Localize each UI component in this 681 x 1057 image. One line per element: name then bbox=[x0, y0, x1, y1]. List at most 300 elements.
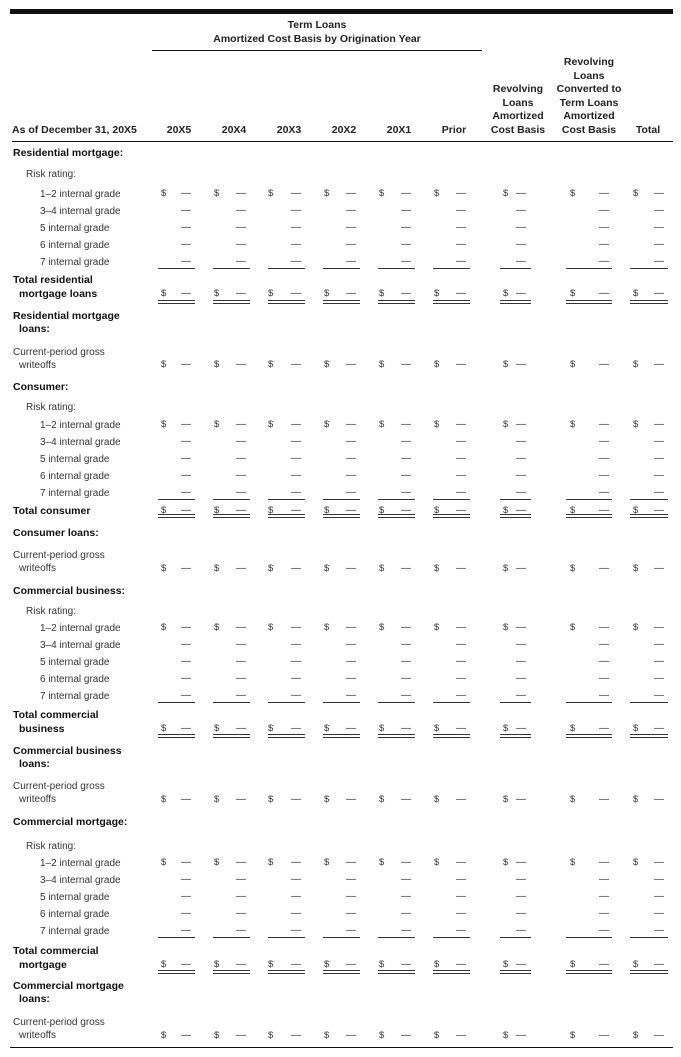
grade-row-value: — bbox=[346, 205, 356, 216]
total-row-value: — bbox=[599, 723, 609, 734]
dollar-sign: $ bbox=[633, 857, 639, 868]
grade-row-value: — bbox=[401, 673, 411, 684]
total-double-rule bbox=[500, 970, 531, 974]
risk-rating-label: Risk rating: bbox=[26, 402, 77, 413]
grade-row-value: — bbox=[236, 436, 246, 447]
dollar-sign: $ bbox=[268, 188, 274, 199]
grade-row-value: — bbox=[236, 188, 246, 199]
grade-row-value: — bbox=[456, 857, 466, 868]
dollar-sign: $ bbox=[434, 794, 440, 805]
column-header-prior: Prior bbox=[441, 124, 467, 136]
subtotal-rule bbox=[566, 702, 612, 703]
grade-row-value: — bbox=[291, 256, 301, 267]
dollar-sign: $ bbox=[161, 959, 167, 970]
writeoffs-label: Current-period gross bbox=[13, 1017, 105, 1028]
grade-row-value: — bbox=[291, 891, 301, 902]
dollar-sign: $ bbox=[633, 959, 639, 970]
dollar-sign: $ bbox=[633, 1030, 639, 1041]
grade-row-value: — bbox=[236, 205, 246, 216]
total-row-value: — bbox=[599, 959, 609, 970]
grade-row-value: — bbox=[181, 857, 191, 868]
dollar-sign: $ bbox=[324, 288, 330, 299]
writeoffs-row-value: — bbox=[599, 794, 609, 805]
writeoffs-label: writeoffs bbox=[19, 360, 57, 371]
subtotal-rule bbox=[566, 937, 612, 938]
dollar-sign: $ bbox=[214, 959, 220, 970]
grade-row-value: — bbox=[516, 453, 526, 464]
grade-row-value: — bbox=[181, 256, 191, 267]
total-double-rule bbox=[213, 300, 250, 304]
grade-row-value: — bbox=[401, 453, 411, 464]
grade-label: 1–2 internal grade bbox=[40, 623, 121, 634]
grade-row-value: — bbox=[599, 925, 609, 936]
grade-label: 1–2 internal grade bbox=[40, 858, 121, 869]
dollar-sign: $ bbox=[214, 288, 220, 299]
dollar-sign: $ bbox=[324, 622, 330, 633]
grade-row-value: — bbox=[346, 453, 356, 464]
writeoffs-row-value: — bbox=[654, 359, 664, 370]
grade-label: 3–4 internal grade bbox=[40, 437, 121, 448]
subtotal-rule bbox=[500, 937, 531, 938]
dollar-sign: $ bbox=[214, 794, 220, 805]
total-label: Total residential bbox=[13, 274, 93, 286]
dollar-sign: $ bbox=[379, 959, 385, 970]
grade-row-value: — bbox=[456, 239, 466, 250]
grade-row-value: — bbox=[291, 188, 301, 199]
grade-row-value: — bbox=[456, 622, 466, 633]
total-row-value: — bbox=[654, 505, 664, 516]
dollar-sign: $ bbox=[161, 723, 167, 734]
grade-row-value: — bbox=[181, 205, 191, 216]
column-header-20x4: 20X4 bbox=[221, 124, 247, 136]
dollar-sign: $ bbox=[268, 794, 274, 805]
grade-row-value: — bbox=[181, 453, 191, 464]
dollar-sign: $ bbox=[434, 723, 440, 734]
total-double-rule bbox=[500, 734, 531, 738]
risk-rating-label: Risk rating: bbox=[26, 841, 77, 852]
grade-row-value: — bbox=[456, 205, 466, 216]
grade-row-value: — bbox=[346, 908, 356, 919]
grade-row-value: — bbox=[599, 874, 609, 885]
dollar-sign: $ bbox=[161, 622, 167, 633]
total-label: mortgage bbox=[19, 959, 67, 971]
total-double-rule bbox=[268, 514, 305, 518]
grade-row-value: — bbox=[599, 690, 609, 701]
loans-title: Residential mortgage bbox=[13, 310, 120, 322]
grade-row-value: — bbox=[181, 470, 191, 481]
grade-row-value: — bbox=[599, 419, 609, 430]
grade-row-value: — bbox=[456, 453, 466, 464]
column-header-20x5: 20X5 bbox=[166, 124, 192, 136]
grade-row-value: — bbox=[181, 656, 191, 667]
grade-row-value: — bbox=[291, 656, 301, 667]
dollar-sign: $ bbox=[324, 723, 330, 734]
dollar-sign: $ bbox=[268, 419, 274, 430]
dollar-sign: $ bbox=[268, 1030, 274, 1041]
grade-row-value: — bbox=[346, 222, 356, 233]
dollar-sign: $ bbox=[570, 188, 576, 199]
grade-row-value: — bbox=[654, 453, 664, 464]
total-double-rule bbox=[630, 514, 668, 518]
total-row-value: — bbox=[236, 288, 246, 299]
dollar-sign: $ bbox=[379, 419, 385, 430]
dollar-sign: $ bbox=[633, 794, 639, 805]
grade-row-value: — bbox=[401, 925, 411, 936]
grade-row-value: — bbox=[236, 639, 246, 650]
writeoffs-row-value: — bbox=[401, 1030, 411, 1041]
total-row-value: — bbox=[654, 959, 664, 970]
grade-row-value: — bbox=[599, 622, 609, 633]
dollar-sign: $ bbox=[434, 959, 440, 970]
dollar-sign: $ bbox=[161, 188, 167, 199]
dollar-sign: $ bbox=[379, 723, 385, 734]
dollar-sign: $ bbox=[503, 288, 509, 299]
dollar-sign: $ bbox=[379, 359, 385, 370]
dollar-sign: $ bbox=[503, 959, 509, 970]
grade-row-value: — bbox=[599, 239, 609, 250]
grade-row-value: — bbox=[291, 453, 301, 464]
dollar-sign: $ bbox=[268, 959, 274, 970]
writeoffs-row-value: — bbox=[516, 794, 526, 805]
subtotal-rule bbox=[213, 268, 250, 269]
writeoffs-row-value: — bbox=[654, 1030, 664, 1041]
top-rule bbox=[10, 9, 673, 14]
grade-row-value: — bbox=[654, 690, 664, 701]
grade-row-value: — bbox=[181, 188, 191, 199]
grade-row-value: — bbox=[236, 891, 246, 902]
grade-label: 6 internal grade bbox=[40, 471, 110, 482]
writeoffs-row-value: — bbox=[346, 359, 356, 370]
loans-title: Consumer loans: bbox=[13, 527, 99, 539]
dollar-sign: $ bbox=[434, 1030, 440, 1041]
total-double-rule bbox=[378, 514, 415, 518]
grade-row-value: — bbox=[599, 908, 609, 919]
loans-title: loans: bbox=[19, 758, 50, 770]
dollar-sign: $ bbox=[633, 419, 639, 430]
grade-row-value: — bbox=[181, 639, 191, 650]
writeoffs-row-value: — bbox=[181, 794, 191, 805]
writeoffs-row-value: — bbox=[401, 563, 411, 574]
grade-row-value: — bbox=[346, 622, 356, 633]
term-loans-title: Term Loans bbox=[287, 19, 347, 31]
grade-row-value: — bbox=[599, 470, 609, 481]
writeoffs-row-value: — bbox=[516, 563, 526, 574]
subtotal-rule bbox=[566, 499, 612, 500]
grade-row-value: — bbox=[516, 419, 526, 430]
dollar-sign: $ bbox=[570, 419, 576, 430]
dollar-sign: $ bbox=[379, 505, 385, 516]
grade-label: 7 internal grade bbox=[40, 691, 110, 702]
dollar-sign: $ bbox=[434, 857, 440, 868]
dollar-sign: $ bbox=[379, 794, 385, 805]
dollar-sign: $ bbox=[324, 1030, 330, 1041]
grade-row-value: — bbox=[456, 925, 466, 936]
column-header-converted: Revolving bbox=[563, 56, 615, 68]
total-double-rule bbox=[158, 514, 195, 518]
grade-row-value: — bbox=[456, 874, 466, 885]
subtotal-rule bbox=[268, 937, 305, 938]
grade-row-value: — bbox=[654, 673, 664, 684]
grade-row-value: — bbox=[346, 436, 356, 447]
section-title: Commercial mortgage: bbox=[13, 816, 128, 828]
dollar-sign: $ bbox=[570, 794, 576, 805]
grade-label: 5 internal grade bbox=[40, 223, 110, 234]
total-double-rule bbox=[213, 514, 250, 518]
dollar-sign: $ bbox=[161, 857, 167, 868]
writeoffs-label: Current-period gross bbox=[13, 347, 105, 358]
grade-row-value: — bbox=[236, 857, 246, 868]
loans-title: Commercial mortgage bbox=[13, 980, 124, 992]
total-double-rule bbox=[630, 734, 668, 738]
grade-row-value: — bbox=[516, 656, 526, 667]
grade-row-value: — bbox=[456, 487, 466, 498]
loans-title: loans: bbox=[19, 323, 50, 335]
subtotal-rule bbox=[378, 499, 415, 500]
writeoffs-row-value: — bbox=[291, 563, 301, 574]
grade-row-value: — bbox=[181, 622, 191, 633]
grade-row-value: — bbox=[516, 874, 526, 885]
dollar-sign: $ bbox=[214, 857, 220, 868]
grade-row-value: — bbox=[516, 639, 526, 650]
subtotal-rule bbox=[433, 268, 470, 269]
subtotal-rule bbox=[500, 702, 531, 703]
dollar-sign: $ bbox=[161, 288, 167, 299]
risk-rating-label: Risk rating: bbox=[26, 169, 77, 180]
subtotal-rule bbox=[158, 702, 195, 703]
grade-label: 3–4 internal grade bbox=[40, 875, 121, 886]
grade-row-value: — bbox=[456, 690, 466, 701]
total-double-rule bbox=[433, 970, 470, 974]
grade-row-value: — bbox=[236, 419, 246, 430]
grade-row-value: — bbox=[401, 690, 411, 701]
grade-row-value: — bbox=[456, 222, 466, 233]
subtotal-rule bbox=[433, 499, 470, 500]
subtotal-rule bbox=[268, 702, 305, 703]
grade-row-value: — bbox=[346, 857, 356, 868]
grade-row-value: — bbox=[654, 188, 664, 199]
grade-row-value: — bbox=[516, 891, 526, 902]
writeoffs-label: writeoffs bbox=[19, 1030, 57, 1041]
total-row-value: — bbox=[654, 288, 664, 299]
dollar-sign: $ bbox=[503, 723, 509, 734]
grade-row-value: — bbox=[654, 925, 664, 936]
total-double-rule bbox=[378, 734, 415, 738]
grade-row-value: — bbox=[599, 205, 609, 216]
total-row-value: — bbox=[516, 505, 526, 516]
dollar-sign: $ bbox=[324, 959, 330, 970]
grade-row-value: — bbox=[236, 874, 246, 885]
grade-row-value: — bbox=[599, 891, 609, 902]
grade-row-value: — bbox=[181, 673, 191, 684]
column-header-converted: Term Loans bbox=[559, 96, 619, 109]
subtotal-rule bbox=[268, 268, 305, 269]
writeoffs-label: writeoffs bbox=[19, 563, 57, 574]
grade-row-value: — bbox=[456, 436, 466, 447]
dollar-sign: $ bbox=[434, 359, 440, 370]
total-row-value: — bbox=[291, 288, 301, 299]
writeoffs-row-value: — bbox=[401, 794, 411, 805]
grade-label: 5 internal grade bbox=[40, 657, 110, 668]
grade-row-value: — bbox=[654, 205, 664, 216]
total-row-value: — bbox=[456, 505, 466, 516]
writeoffs-row-value: — bbox=[599, 1030, 609, 1041]
total-row-value: — bbox=[291, 723, 301, 734]
grade-row-value: — bbox=[236, 256, 246, 267]
subtotal-rule bbox=[378, 702, 415, 703]
grade-row-value: — bbox=[346, 239, 356, 250]
grade-row-value: — bbox=[654, 436, 664, 447]
total-double-rule bbox=[433, 300, 470, 304]
grade-row-value: — bbox=[516, 673, 526, 684]
subtotal-rule bbox=[500, 499, 531, 500]
writeoffs-row-value: — bbox=[236, 563, 246, 574]
grade-row-value: — bbox=[346, 690, 356, 701]
total-double-rule bbox=[500, 514, 531, 518]
subtotal-rule bbox=[158, 499, 195, 500]
grade-label: 7 internal grade bbox=[40, 488, 110, 499]
dollar-sign: $ bbox=[434, 563, 440, 574]
dollar-sign: $ bbox=[268, 359, 274, 370]
total-double-rule bbox=[158, 734, 195, 738]
grade-label: 7 internal grade bbox=[40, 257, 110, 268]
total-double-rule bbox=[213, 734, 250, 738]
grade-row-value: — bbox=[346, 470, 356, 481]
grade-row-value: — bbox=[456, 419, 466, 430]
dollar-sign: $ bbox=[161, 505, 167, 516]
grade-row-value: — bbox=[516, 622, 526, 633]
dollar-sign: $ bbox=[214, 505, 220, 516]
writeoffs-row-value: — bbox=[236, 794, 246, 805]
grade-row-value: — bbox=[236, 656, 246, 667]
section-title: Commercial business: bbox=[13, 585, 126, 597]
total-double-rule bbox=[433, 734, 470, 738]
dollar-sign: $ bbox=[268, 505, 274, 516]
grade-row-value: — bbox=[654, 222, 664, 233]
grade-row-value: — bbox=[236, 673, 246, 684]
writeoffs-row-value: — bbox=[236, 1030, 246, 1041]
dollar-sign: $ bbox=[324, 794, 330, 805]
grade-row-value: — bbox=[654, 487, 664, 498]
dollar-sign: $ bbox=[633, 505, 639, 516]
dollar-sign: $ bbox=[503, 359, 509, 370]
subtotal-rule bbox=[323, 499, 360, 500]
grade-row-value: — bbox=[654, 891, 664, 902]
total-row-value: — bbox=[346, 723, 356, 734]
subtotal-rule bbox=[213, 937, 250, 938]
dollar-sign: $ bbox=[214, 359, 220, 370]
total-double-rule bbox=[566, 970, 612, 974]
total-row-value: — bbox=[346, 288, 356, 299]
writeoffs-row-value: — bbox=[291, 794, 301, 805]
dollar-sign: $ bbox=[570, 959, 576, 970]
total-double-rule bbox=[323, 514, 360, 518]
subtotal-rule bbox=[213, 702, 250, 703]
column-header-converted: Loans bbox=[573, 69, 605, 82]
dollar-sign: $ bbox=[214, 563, 220, 574]
grade-row-value: — bbox=[654, 419, 664, 430]
dollar-sign: $ bbox=[324, 419, 330, 430]
subtotal-rule bbox=[630, 702, 668, 703]
total-row-value: — bbox=[456, 959, 466, 970]
dollar-sign: $ bbox=[570, 622, 576, 633]
grade-row-value: — bbox=[599, 222, 609, 233]
grade-row-value: — bbox=[599, 857, 609, 868]
total-double-rule bbox=[433, 514, 470, 518]
loans-title: Commercial business bbox=[13, 745, 122, 757]
grade-row-value: — bbox=[516, 239, 526, 250]
total-row-value: — bbox=[599, 288, 609, 299]
dollar-sign: $ bbox=[324, 188, 330, 199]
total-row-value: — bbox=[181, 505, 191, 516]
total-row-value: — bbox=[516, 959, 526, 970]
dollar-sign: $ bbox=[570, 857, 576, 868]
dollar-sign: $ bbox=[268, 723, 274, 734]
total-double-rule bbox=[268, 970, 305, 974]
grade-row-value: — bbox=[346, 419, 356, 430]
grade-row-value: — bbox=[599, 188, 609, 199]
grade-label: 6 internal grade bbox=[40, 240, 110, 251]
grade-row-value: — bbox=[456, 639, 466, 650]
dollar-sign: $ bbox=[434, 505, 440, 516]
grade-row-value: — bbox=[456, 908, 466, 919]
dollar-sign: $ bbox=[268, 622, 274, 633]
grade-row-value: — bbox=[599, 436, 609, 447]
total-double-rule bbox=[500, 300, 531, 304]
grade-row-value: — bbox=[401, 239, 411, 250]
dollar-sign: $ bbox=[214, 419, 220, 430]
total-row-value: — bbox=[236, 959, 246, 970]
grade-row-value: — bbox=[346, 256, 356, 267]
subtotal-rule bbox=[323, 268, 360, 269]
total-row-value: — bbox=[236, 723, 246, 734]
dollar-sign: $ bbox=[633, 359, 639, 370]
grade-row-value: — bbox=[236, 487, 246, 498]
writeoffs-row-value: — bbox=[181, 563, 191, 574]
grade-row-value: — bbox=[516, 436, 526, 447]
dollar-sign: $ bbox=[633, 563, 639, 574]
total-double-rule bbox=[158, 300, 195, 304]
as-of-date: As of December 31, 20X5 bbox=[12, 124, 137, 136]
grade-row-value: — bbox=[346, 874, 356, 885]
writeoffs-label: Current-period gross bbox=[13, 550, 105, 561]
grade-row-value: — bbox=[291, 908, 301, 919]
writeoffs-label: writeoffs bbox=[19, 794, 57, 805]
total-double-rule bbox=[378, 970, 415, 974]
grade-row-value: — bbox=[346, 925, 356, 936]
dollar-sign: $ bbox=[268, 288, 274, 299]
writeoffs-row-value: — bbox=[599, 359, 609, 370]
subtotal-rule bbox=[268, 499, 305, 500]
grade-row-value: — bbox=[456, 656, 466, 667]
grade-row-value: — bbox=[181, 487, 191, 498]
total-row-value: — bbox=[599, 505, 609, 516]
dollar-sign: $ bbox=[161, 794, 167, 805]
total-row-value: — bbox=[401, 959, 411, 970]
grade-row-value: — bbox=[291, 690, 301, 701]
dollar-sign: $ bbox=[503, 622, 509, 633]
dollar-sign: $ bbox=[434, 188, 440, 199]
grade-row-value: — bbox=[456, 256, 466, 267]
total-double-rule bbox=[323, 734, 360, 738]
dollar-sign: $ bbox=[324, 505, 330, 516]
writeoffs-row-value: — bbox=[456, 794, 466, 805]
grade-row-value: — bbox=[346, 891, 356, 902]
grade-row-value: — bbox=[291, 436, 301, 447]
grade-row-value: — bbox=[401, 419, 411, 430]
total-row-value: — bbox=[516, 723, 526, 734]
writeoffs-row-value: — bbox=[456, 359, 466, 370]
grade-label: 3–4 internal grade bbox=[40, 206, 121, 217]
